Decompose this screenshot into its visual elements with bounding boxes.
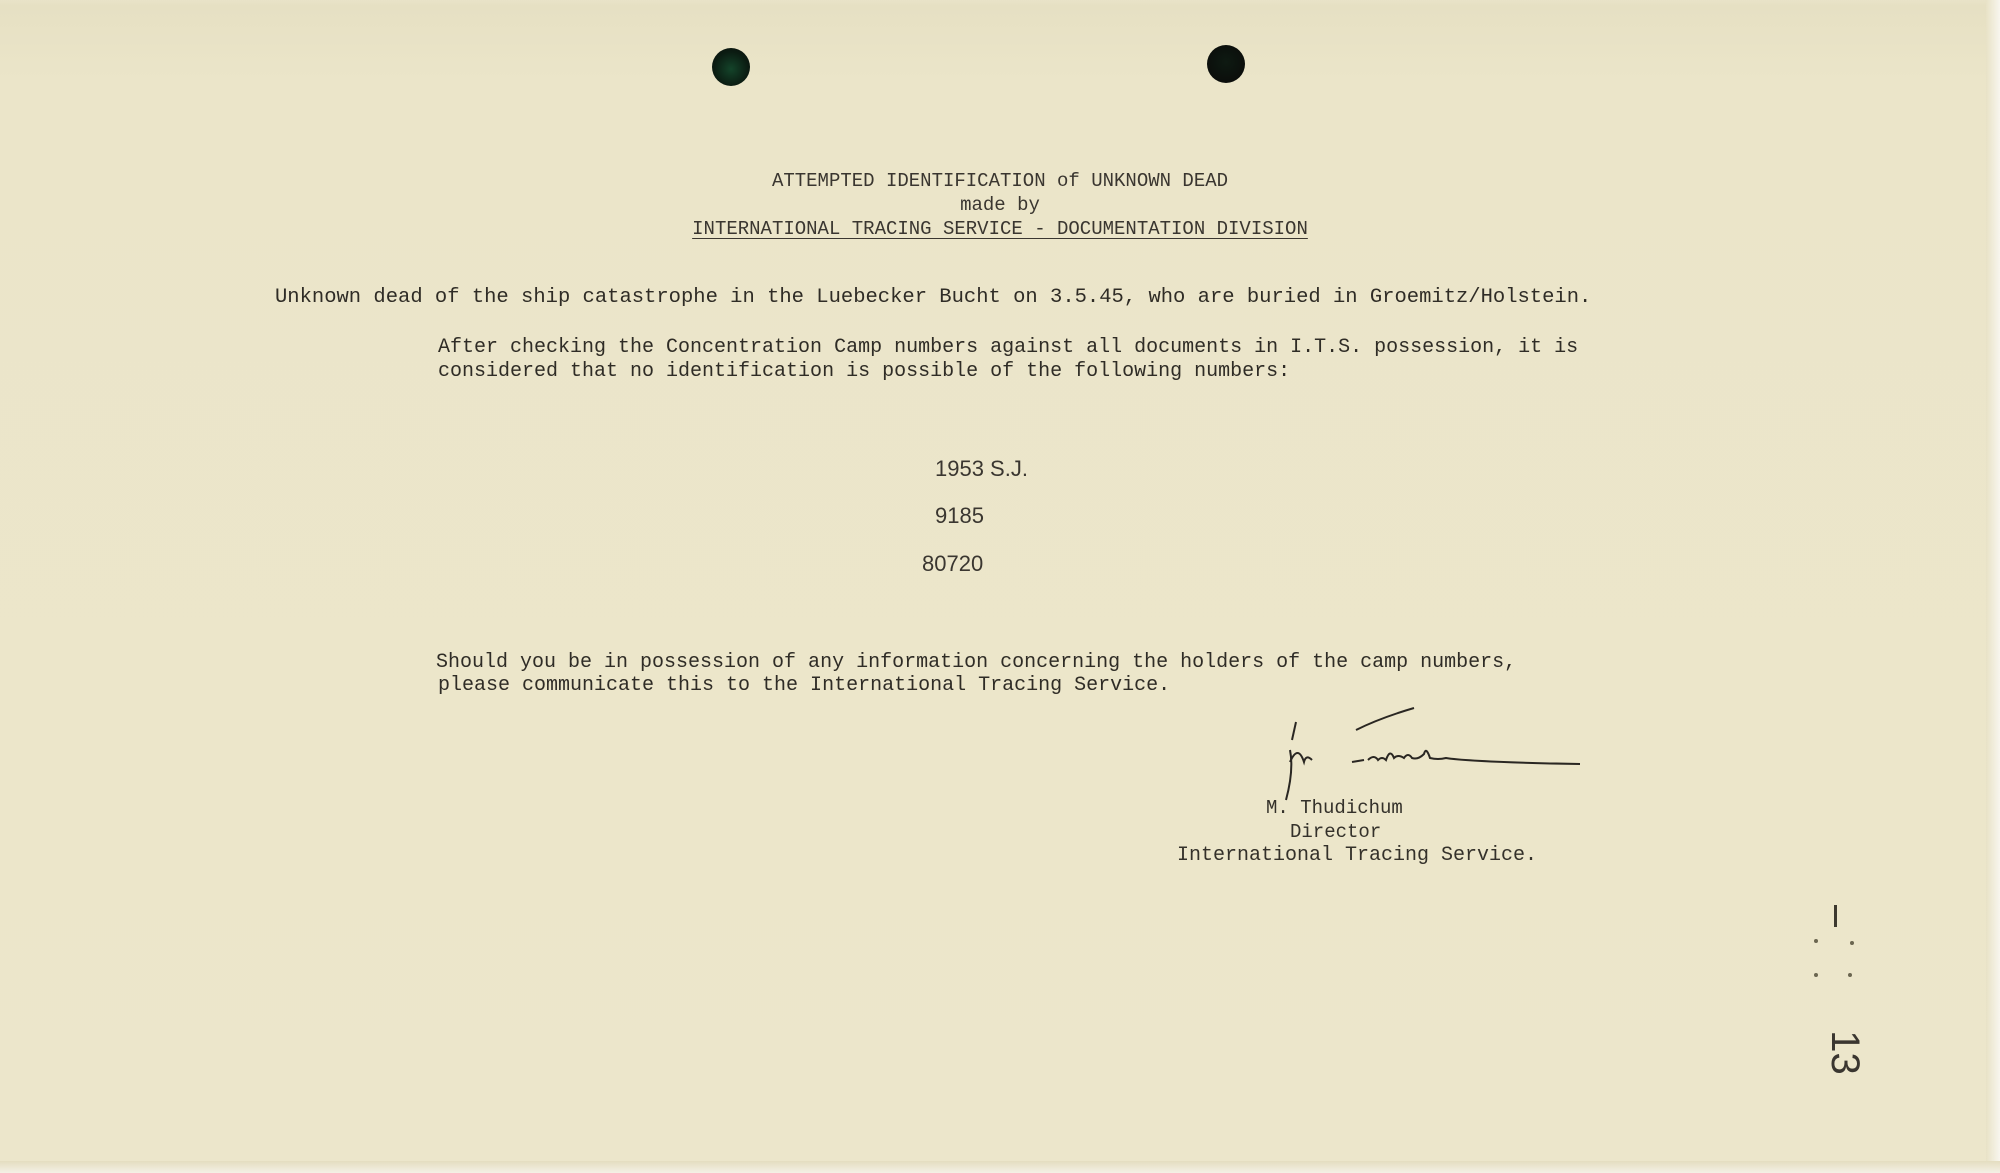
intro-text: Unknown dead of the ship catastrophe in the Luebecker Bucht on 3.5.45, who are buried in Groemitz/Holstein.: [275, 286, 1592, 309]
paper-edge-bottom: [0, 1161, 2000, 1173]
paragraph1-line1: After checking the Concentration Camp numbers against all documents in I.T.S. possession, it is: [438, 336, 1579, 359]
punch-hole-right: [1207, 45, 1245, 83]
camp-number-1: 1953 S.J.: [935, 456, 1028, 481]
heading-made-by: made by: [960, 194, 1040, 216]
handwritten-signature: [1270, 700, 1590, 810]
heading-title: ATTEMPTED IDENTIFICATION of UNKNOWN DEAD: [771, 170, 1229, 192]
signatory-title: Director: [1290, 821, 1382, 843]
heading-organization: INTERNATIONAL TRACING SERVICE - DOCUMENTATION DIVISION: [692, 218, 1308, 240]
margin-marks: [1810, 905, 1870, 995]
paragraph2-line1: Should you be in possession of any information concerning the holders of the camp numbers,: [436, 651, 1517, 674]
punch-hole-left: [712, 48, 750, 86]
paragraph2-line2: please communicate this to the International Tracing Service.: [438, 674, 1171, 697]
page-number: 13: [1822, 1030, 1867, 1075]
camp-number-3: 80720: [922, 551, 984, 576]
camp-number-2: 9185: [935, 503, 984, 528]
signatory-organization: International Tracing Service.: [1177, 844, 1538, 867]
paragraph1-line2: considered that no identification is possible of the following numbers:: [438, 360, 1291, 383]
signatory-name: M. Thudichum: [1266, 797, 1403, 819]
